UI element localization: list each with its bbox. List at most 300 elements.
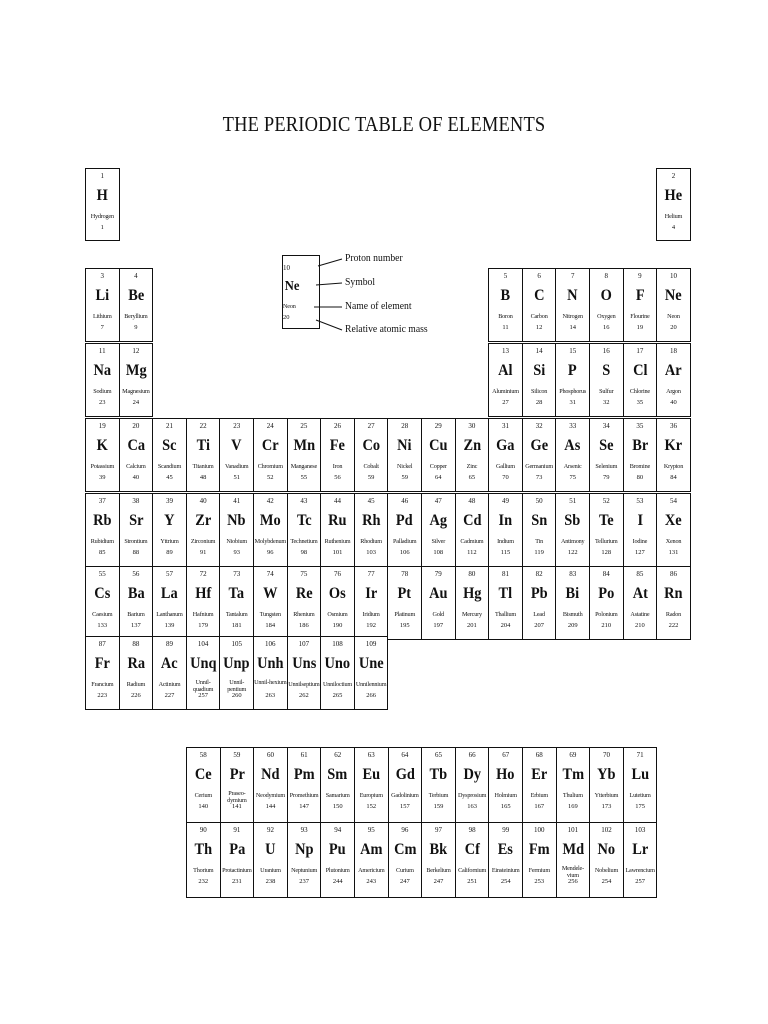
element-number: 34 xyxy=(602,422,610,430)
element-name: Protactinium xyxy=(222,867,252,874)
element-symbol: Cf xyxy=(464,841,480,858)
element-mass: 226 xyxy=(131,692,141,699)
element-symbol: Cl xyxy=(632,362,648,379)
element-number: 85 xyxy=(636,570,644,578)
element-number: 61 xyxy=(300,751,308,759)
element-symbol: Nd xyxy=(261,766,280,783)
element-mass: 179 xyxy=(198,622,208,629)
element-name: Polonium xyxy=(595,611,618,618)
element-name: Mercury xyxy=(461,611,482,618)
element-number: 17 xyxy=(636,347,644,355)
element-number: 1 xyxy=(100,172,105,180)
element-name: Yttrium xyxy=(160,538,179,545)
element-name: Potassium xyxy=(90,463,115,470)
element-symbol: Sm xyxy=(327,766,348,783)
element-name: Neptunium xyxy=(291,867,318,874)
element-symbol: Cu xyxy=(429,437,448,454)
element-name: Platinum xyxy=(394,611,416,618)
element-number: 42 xyxy=(266,497,274,505)
element-name: Tellurium xyxy=(595,538,618,545)
element-mass: 210 xyxy=(635,622,645,629)
element-symbol: Al xyxy=(498,362,513,379)
element-number: 40 xyxy=(199,497,207,505)
element-number: 28 xyxy=(401,422,409,430)
element-mass: 251 xyxy=(467,878,477,885)
element-mass: 31 xyxy=(569,399,576,406)
element-name: Bismuth xyxy=(562,611,583,618)
element-number: 81 xyxy=(501,570,509,578)
element-number: 45 xyxy=(367,497,375,505)
element-name: Krypton xyxy=(663,463,684,470)
element-symbol: Sc xyxy=(162,437,177,454)
element-number: 109 xyxy=(365,640,377,648)
element-number: 22 xyxy=(199,422,207,430)
element-name: Einsteinium xyxy=(491,867,520,874)
element-symbol: Mo xyxy=(259,512,281,529)
element-number: 16 xyxy=(602,347,610,355)
element-name: Tantalum xyxy=(225,611,248,618)
element-name: Iodine xyxy=(632,538,648,545)
element-mass: 232 xyxy=(198,878,209,885)
element-number: 47 xyxy=(434,497,442,505)
element-mass: 201 xyxy=(467,622,477,629)
element-name: Holmium xyxy=(494,792,517,799)
element-mass: 39 xyxy=(99,474,106,481)
element-symbol: Pu xyxy=(329,841,347,858)
element-symbol: Ce xyxy=(194,766,212,783)
element-mass: 9 xyxy=(134,324,138,331)
element-mass: 141 xyxy=(232,803,242,810)
element-name: Zirconium xyxy=(190,538,216,545)
element-number: 6 xyxy=(537,272,541,280)
element-number: 29 xyxy=(434,422,442,430)
element-mass: 254 xyxy=(601,878,612,885)
element-name: Molybdenum xyxy=(254,538,286,545)
element-symbol: B xyxy=(500,287,511,304)
element-mass: 157 xyxy=(400,803,410,810)
element-name: Aluminium xyxy=(492,388,519,395)
element-mass: 4 xyxy=(671,224,676,231)
element-symbol: Pm xyxy=(293,766,315,783)
element-symbol: V xyxy=(231,437,242,454)
element-mass: 27 xyxy=(502,399,509,406)
element-name: Cerium xyxy=(194,792,212,799)
legend-label-symbol: Symbol xyxy=(345,277,376,288)
element-name: Radon xyxy=(665,611,682,618)
element-name: Indium xyxy=(497,538,514,545)
element-name: Scandium xyxy=(157,463,182,470)
element-number: 60 xyxy=(266,751,274,759)
element-name: Phosphorus xyxy=(559,388,587,395)
element-mass: 133 xyxy=(97,622,108,629)
element-name: Astatine xyxy=(630,611,650,618)
element-symbol: K xyxy=(96,437,108,454)
element-mass: 244 xyxy=(332,878,343,885)
element-number: 54 xyxy=(669,497,677,505)
element-symbol: Tl xyxy=(498,585,513,602)
element-symbol: Uns xyxy=(291,655,316,672)
element-symbol: Zn xyxy=(463,437,481,454)
element-number: 78 xyxy=(401,570,409,578)
element-name: Hydrogen xyxy=(90,213,114,220)
element-name: Rhenium xyxy=(293,611,315,618)
element-number: 102 xyxy=(601,826,612,834)
element-name: Flourine xyxy=(630,313,650,320)
element-symbol: W xyxy=(263,585,278,602)
element-mass: 122 xyxy=(567,549,578,556)
element-mass: 89 xyxy=(166,549,173,556)
element-symbol: Er xyxy=(531,766,548,783)
element-name: Carbon xyxy=(530,313,548,320)
element-mass: 260 xyxy=(231,692,242,699)
element-symbol: Cm xyxy=(393,841,417,858)
element-name: Selenium xyxy=(595,463,618,470)
element-symbol: Dy xyxy=(463,766,481,783)
element-name: Technetium xyxy=(290,538,318,545)
element-number: 73 xyxy=(233,570,241,578)
element-number: 51 xyxy=(569,497,577,505)
element-symbol: Ga xyxy=(496,437,515,454)
element-name: Helium xyxy=(664,213,683,220)
element-symbol: Fe xyxy=(329,437,346,454)
element-number: 23 xyxy=(233,422,241,430)
element-name: Bromine xyxy=(629,463,651,470)
element-symbol: Tc xyxy=(296,512,312,529)
legend-label-proton-number: Proton number xyxy=(345,253,403,264)
legend-mass: 20 xyxy=(283,314,290,321)
element-mass: 106 xyxy=(399,549,410,556)
element-symbol: Nb xyxy=(227,512,246,529)
pointer-line-mass xyxy=(316,320,342,330)
element-number: 24 xyxy=(266,422,274,430)
element-symbol: Lu xyxy=(631,766,649,783)
element-name: Germanium xyxy=(525,463,553,470)
element-mass: 257 xyxy=(198,692,208,699)
element-mass: 52 xyxy=(267,474,274,481)
element-name: Radium xyxy=(126,681,146,688)
element-symbol: Br xyxy=(631,437,648,454)
element-name: Unniloctium xyxy=(322,681,353,688)
element-number: 14 xyxy=(535,347,543,355)
element-symbol: Gd xyxy=(395,766,415,783)
element-name: Californium xyxy=(458,867,487,874)
element-number: 71 xyxy=(636,751,644,759)
element-name: Sodium xyxy=(93,388,112,395)
element-mass: 56 xyxy=(334,474,341,481)
element-name: Tungsten xyxy=(259,611,281,618)
element-symbol: Th xyxy=(194,841,213,858)
element-name: Vanadium xyxy=(224,463,249,470)
element-symbol: Tb xyxy=(429,766,448,783)
element-mass: 192 xyxy=(366,622,376,629)
element-number: 91 xyxy=(233,826,241,834)
element-symbol: Bi xyxy=(565,585,580,602)
element-number: 36 xyxy=(669,422,677,430)
element-name: Titanium xyxy=(192,463,214,470)
element-symbol: Pt xyxy=(397,585,412,602)
element-name: Hafnium xyxy=(192,611,214,618)
element-mass: 12 xyxy=(535,324,543,331)
element-mass: 48 xyxy=(199,474,207,481)
element-name: Gadolinium xyxy=(391,792,419,799)
element-number: 52 xyxy=(602,497,610,505)
element-name: Americium xyxy=(358,867,385,874)
element-mass: 85 xyxy=(99,549,106,556)
element-name: Unnilseptium xyxy=(288,681,320,688)
element-symbol: Ca xyxy=(127,437,145,454)
element-symbol: Tm xyxy=(562,766,584,783)
element-name: Cadmium xyxy=(460,538,484,545)
element-mass: 1 xyxy=(100,224,104,231)
element-name: Europium xyxy=(359,792,383,799)
element-number: 33 xyxy=(569,422,577,430)
element-number: 11 xyxy=(98,347,106,355)
element-name: Lanthanum xyxy=(156,611,183,618)
element-number: 43 xyxy=(300,497,308,505)
element-number: 67 xyxy=(502,751,510,759)
element-number: 50 xyxy=(535,497,543,505)
element-mass: 152 xyxy=(366,803,377,810)
element-mass: 159 xyxy=(433,803,444,810)
element-mass: 28 xyxy=(535,399,543,406)
element-number: 31 xyxy=(501,422,509,430)
element-mass: 238 xyxy=(265,878,276,885)
legend-label-relative-atomic-mass: Relative atomic mass xyxy=(345,324,428,335)
element-symbol: La xyxy=(161,585,178,602)
element-mass: 23 xyxy=(99,399,106,406)
element-mass: 19 xyxy=(636,324,644,331)
element-number: 65 xyxy=(434,751,442,759)
element-number: 87 xyxy=(98,640,106,648)
element-name: Unnil-hexium xyxy=(254,679,287,686)
element-symbol: S xyxy=(602,362,611,379)
element-symbol: Pd xyxy=(396,512,414,529)
element-mass: 16 xyxy=(603,324,610,331)
element-number: 15 xyxy=(569,347,577,355)
element-mass: 256 xyxy=(568,878,578,885)
element-number: 25 xyxy=(300,422,308,430)
element-symbol: Ar xyxy=(665,362,682,379)
element-mass: 91 xyxy=(199,549,207,556)
element-number: 57 xyxy=(165,570,173,578)
element-symbol: Pa xyxy=(228,841,245,858)
element-name: Dysprosium xyxy=(457,792,487,799)
element-symbol: Ti xyxy=(196,437,210,454)
element-name: Chromium xyxy=(257,463,283,470)
element-name: Arsenic xyxy=(563,463,582,470)
element-name: Nickel xyxy=(397,463,413,470)
element-symbol: O xyxy=(600,287,612,304)
element-symbol: Se xyxy=(599,437,614,454)
element-mass: 7 xyxy=(100,324,104,331)
element-mass: 51 xyxy=(233,474,240,481)
element-symbol: Fr xyxy=(94,655,110,672)
element-number: 8 xyxy=(604,272,609,280)
element-name: Unnil-pentium xyxy=(227,679,247,693)
element-name: Strontium xyxy=(124,538,148,545)
element-symbol: No xyxy=(597,841,616,858)
element-mass: 11 xyxy=(502,324,509,331)
element-symbol: Uno xyxy=(324,655,351,672)
element-number: 83 xyxy=(569,570,577,578)
element-mass: 263 xyxy=(265,692,276,699)
element-mass: 35 xyxy=(636,399,644,406)
element-symbol: Ba xyxy=(127,585,145,602)
element-number: 98 xyxy=(468,826,476,834)
pointer-line-proton xyxy=(318,259,342,266)
element-number: 99 xyxy=(502,826,510,834)
element-mass: 101 xyxy=(332,549,343,556)
element-symbol: Te xyxy=(598,512,614,529)
element-number: 21 xyxy=(165,422,173,430)
element-number: 20 xyxy=(132,422,140,430)
element-mass: 150 xyxy=(332,803,343,810)
element-mass: 139 xyxy=(164,622,175,629)
element-symbol: Hf xyxy=(195,585,212,602)
element-symbol: Pr xyxy=(229,766,245,783)
element-symbol: P xyxy=(568,362,578,379)
element-symbol: Ac xyxy=(161,655,178,672)
element-name: Argon xyxy=(666,388,681,395)
element-mass: 169 xyxy=(568,803,578,810)
element-number: 44 xyxy=(333,497,341,505)
element-name: Lead xyxy=(533,611,545,618)
element-number: 77 xyxy=(367,570,375,578)
element-number: 105 xyxy=(231,640,242,648)
element-number: 69 xyxy=(569,751,577,759)
element-name: Palladium xyxy=(393,538,417,545)
element-name: Thallium xyxy=(494,611,517,618)
element-name: Zinc xyxy=(466,463,478,470)
element-symbol: Ir xyxy=(365,585,378,602)
element-name: Magnesium xyxy=(122,388,150,395)
element-symbol: I xyxy=(637,512,643,529)
element-symbol: Lr xyxy=(632,841,649,858)
element-symbol: Am xyxy=(360,841,383,858)
element-mass: 88 xyxy=(132,549,140,556)
element-name: Calcium xyxy=(126,463,146,470)
element-number: 103 xyxy=(634,826,646,834)
element-mass: 243 xyxy=(366,878,377,885)
element-number: 79 xyxy=(434,570,442,578)
element-name: Sulfur xyxy=(599,388,614,395)
element-number: 62 xyxy=(334,751,342,759)
element-mass: 186 xyxy=(299,622,309,629)
element-mass: 253 xyxy=(534,878,545,885)
element-number: 5 xyxy=(503,272,508,280)
element-mass: 108 xyxy=(433,549,444,556)
element-symbol: Hg xyxy=(462,585,482,602)
element-symbol: Sr xyxy=(128,512,144,529)
element-name: Fermium xyxy=(528,867,550,874)
element-number: 10 xyxy=(669,272,677,280)
element-mass: 265 xyxy=(332,692,343,699)
element-mass: 128 xyxy=(601,549,612,556)
element-number: 41 xyxy=(233,497,241,505)
element-mass: 65 xyxy=(468,474,476,481)
element-symbol: Cr xyxy=(261,437,279,454)
element-mass: 96 xyxy=(267,549,274,556)
element-mass: 227 xyxy=(164,692,175,699)
element-name: Unnilennium xyxy=(355,681,387,688)
element-name: Boron xyxy=(498,313,513,320)
element-symbol: As xyxy=(564,437,581,454)
element-name: Xenon xyxy=(665,538,682,545)
element-name: Curium xyxy=(396,867,414,874)
element-number: 55 xyxy=(98,570,106,578)
element-symbol: Unp xyxy=(223,655,250,672)
element-symbol: Np xyxy=(294,841,314,858)
page-title: THE PERIODIC TABLE OF ELEMENTS xyxy=(222,112,546,136)
element-number: 63 xyxy=(367,751,375,759)
element-symbol: Be xyxy=(127,287,144,304)
element-number: 82 xyxy=(535,570,543,578)
element-symbol: Md xyxy=(562,841,584,858)
element-number: 59 xyxy=(233,751,241,759)
element-name: Ruthenium xyxy=(324,538,351,545)
element-symbol: C xyxy=(533,287,545,304)
element-name: Lutetium xyxy=(629,792,651,799)
element-symbol: Une xyxy=(358,655,384,672)
element-symbol: Re xyxy=(295,585,313,602)
element-number: 4 xyxy=(134,272,138,280)
element-name: Terbium xyxy=(428,792,449,799)
element-mass: 204 xyxy=(500,622,511,629)
element-mass: 165 xyxy=(500,803,511,810)
element-mass: 147 xyxy=(299,803,309,810)
element-number: 74 xyxy=(266,570,274,578)
element-symbol: Bk xyxy=(429,841,448,858)
element-name: Manganese xyxy=(290,463,318,470)
element-mass: 79 xyxy=(603,474,610,481)
element-mass: 144 xyxy=(265,803,276,810)
element-number: 76 xyxy=(333,570,341,578)
element-number: 93 xyxy=(300,826,308,834)
element-name: Thorium xyxy=(193,867,214,874)
element-mass: 20 xyxy=(670,324,677,331)
element-number: 101 xyxy=(567,826,579,834)
element-symbol: Mg xyxy=(125,362,147,379)
element-symbol: Rn xyxy=(664,585,683,602)
element-name: Samarium xyxy=(325,792,350,799)
element-number: 18 xyxy=(669,347,677,355)
element-number: 75 xyxy=(300,570,308,578)
element-symbol: U xyxy=(265,841,276,858)
element-symbol: Ra xyxy=(127,655,145,672)
element-mass: 80 xyxy=(636,474,644,481)
element-symbol: N xyxy=(567,287,578,304)
element-number: 58 xyxy=(199,751,207,759)
element-symbol: Sn xyxy=(531,512,548,529)
element-mass: 103 xyxy=(366,549,376,556)
element-name: Neodymium xyxy=(255,792,286,799)
element-mass: 175 xyxy=(635,803,645,810)
element-mass: 64 xyxy=(435,474,442,481)
element-number: 26 xyxy=(333,422,341,430)
element-name: Silicon xyxy=(531,388,548,395)
element-symbol: Ne xyxy=(665,287,682,304)
element-mass: 190 xyxy=(332,622,343,629)
element-symbol: Co xyxy=(362,437,380,454)
element-name: Ytterbium xyxy=(594,792,619,799)
element-name: Rubidium xyxy=(90,538,114,545)
element-name: Rhodium xyxy=(360,538,382,545)
element-name: Osmium xyxy=(327,611,348,618)
element-mass: 210 xyxy=(601,622,612,629)
element-number: 108 xyxy=(332,640,343,648)
element-number: 86 xyxy=(669,570,677,578)
element-symbol: Pb xyxy=(530,585,548,602)
